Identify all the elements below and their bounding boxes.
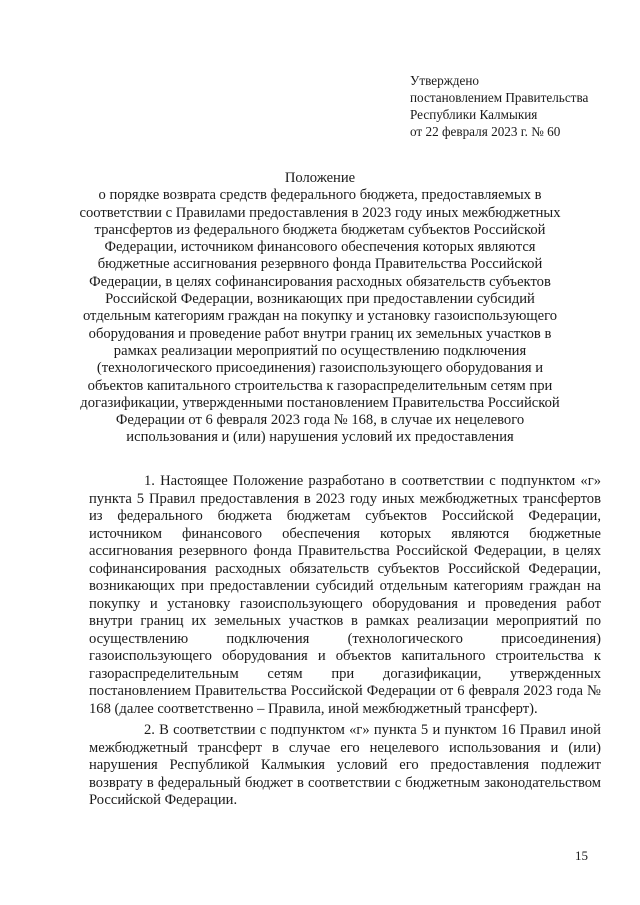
document-body: [89, 473, 601, 814]
title-line: объектов капитального строительства к газораспределительным сетям при: [87, 377, 553, 394]
title-line: (технологического присоединения) газоиспользующего оборудования и: [96, 360, 544, 377]
title-line: Федерации, в целях софинансирования расходных обязательств субъектов: [89, 273, 551, 290]
approval-line: постановлением Правительства: [410, 90, 589, 105]
paragraph-1: 1. Настоящее Положение разработано в соответствии с подпунктом «г» пункта 5 Правил предоставления в 2023 году иных межбюджетных трансфертов из федерального бюджета бюджетам субъектов Российской Федерации, источником финансового обеспечения которых являются бюджетные ассигнования резервного фонда Правительства Российской Федерации, в целях софинансирования расходных обязательств субъектов Российской Федерации, возникающих при предоставлении субсидий отдельным категориям граждан на покупку и установку газоиспользующего оборудования и проведения работ внутри границ их земельных участков в рамках реализации мероприятий по осуществлению подключения (технологического присоединения) газоиспользующего оборудования и объектов капитального строительства к газораспределительным сетям при догазификации, утвержденных постановлением Правительства Российской Федерации от 6 февраля 2023 года № 168 (далее соответственно – Правила, иной межбюджетный трансферт).: [89, 473, 601, 717]
title-line: догазификации, утвержденными постановлением Правительства Российской: [80, 394, 560, 411]
approval-line: от 22 февраля 2023 г. № 60: [410, 124, 561, 139]
title-line: рамках реализации мероприятий по осуществлению подключения: [113, 342, 527, 359]
approval-stamp: [410, 72, 610, 140]
approval-line: Республики Калмыкия: [410, 107, 538, 122]
title-line: отдельным категориям граждан на покупку и установку газоиспользующего: [82, 308, 558, 325]
title-line: бюджетные ассигнования резервного фонда Правительства Российской: [97, 256, 543, 273]
title-line: Российской Федерации, возникающих при предоставлении субсидий: [105, 291, 535, 308]
title-line: о порядке возврата средств федерального бюджета, предоставляемых в: [98, 187, 542, 204]
title-line: трансфертов из федерального бюджета бюджетам субъектов Российской: [94, 221, 546, 238]
approval-line: Утверждено: [410, 73, 480, 88]
title-line: соответствии с Правилами предоставления в 2023 году иных межбюджетных: [79, 204, 561, 221]
paragraph-2: 2. В соответствии с подпунктом «г» пункта 5 и пунктом 16 Правил иной межбюджетный трансферт в случае его нецелевого использования и (или) нарушения Республикой Калмыкия условий его предоставления подлежит возврату в федеральный бюджет в соответствии с бюджетным законодательством Российской Федерации.: [89, 722, 601, 808]
title-line: Федерации, источником финансового обеспечения которых являются: [104, 239, 536, 256]
document-title: [60, 170, 580, 447]
title-line: использования и (или) нарушения условий их предоставления: [126, 429, 514, 446]
page-number: 15: [575, 848, 588, 863]
title-line: Федерации от 6 февраля 2023 года № 168, в случае их нецелевого: [115, 412, 525, 429]
title-line: оборудования и проведение работ внутри границ их земельных участков в: [88, 325, 552, 342]
title-heading: Положение: [284, 170, 356, 186]
